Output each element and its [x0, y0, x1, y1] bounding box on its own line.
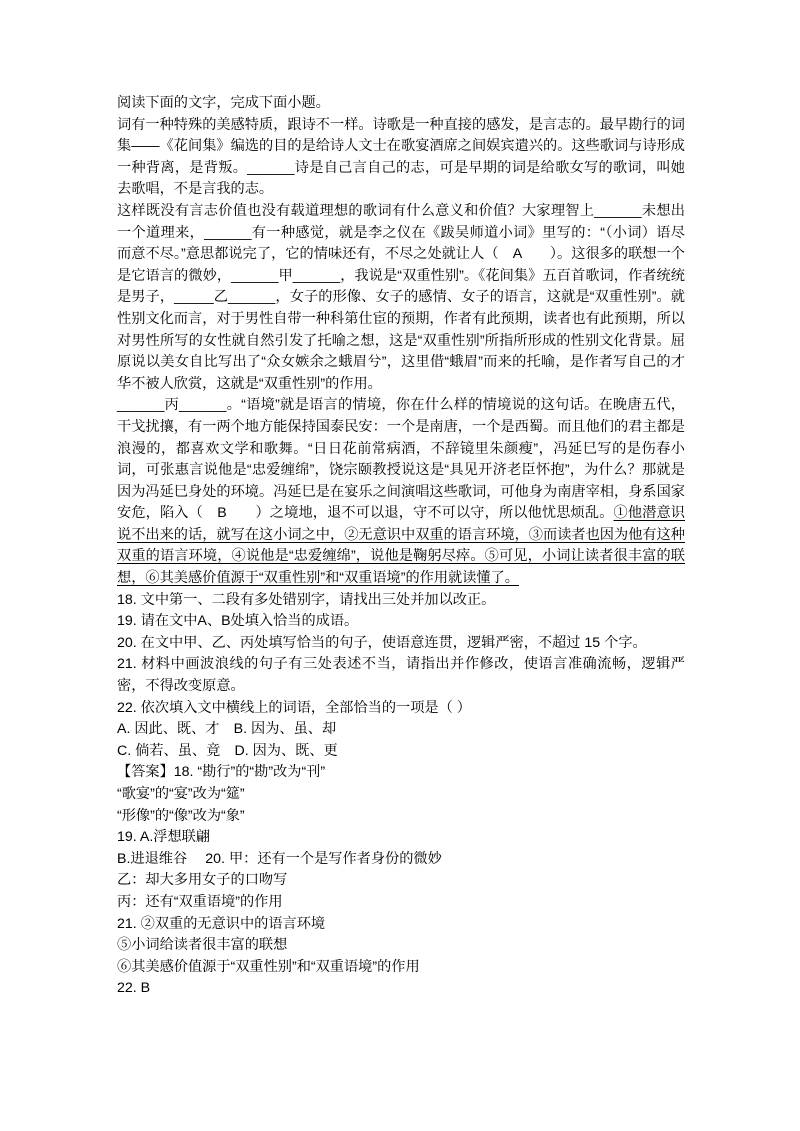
- answer-20-yi: 乙：却大多用女子的口吻写: [117, 872, 288, 889]
- answer-21-line-1: 21. ②双重的无意识中的语言环境: [117, 915, 326, 932]
- passage-paragraph-1: 词有一种特殊的美感特质，跟诗不一样。诗歌是一种直接的感发，是言志的。最早勘行的词集——《花间集》编选的目的是给诗人文士在歌宴酒席之间娱宾遣兴的。这些歌词与诗形成一种背离，是背叛。______诗是自己言自己的志，可是早期的词是给歌女写的歌词，叫她去歌唱，不是言我的志。: [117, 116, 685, 198]
- answer-18-line-3: “形像”的“像”改为“象”: [117, 807, 245, 824]
- answer-18-line-2: “歌宴”的“宴”改为“筵”: [117, 786, 245, 802]
- reading-instruction: 阅读下面的文字，完成下面小题。: [117, 95, 330, 111]
- exam-content: [117, 93, 685, 1000]
- question-20: 20. 在文中甲、乙、丙处填写恰当的句子，使语意连贯，逻辑严密，不超过 15 个字。: [117, 634, 647, 651]
- answer-19-a: 19. A.浮想联翩: [117, 829, 211, 846]
- question-22-options-ab: A. 因此、既、才 B. 因为、虽、却: [117, 721, 337, 738]
- question-18: 18. 文中第一、二段有多处错别字，请找出三处并加以改正。: [117, 591, 496, 608]
- passage-paragraph-2: 这样既没有言志价值也没有载道理想的歌词有什么意义和价值？大家理智上______未想出一个道理来，______有一种感觉，就是李之仪在《跋吴师道小词》里写的：“（小词）语尽而意不尽。”意思都说完了，它的情味还有，不尽之处就让人（ A ）。这很多的联想一个是它语言的微妙，______甲______，我说是“双重性别”。《花间集》五百首歌词，作者统统是男子，_____乙______，女子的形像、女子的感情、女子的语言，这就是“双重性别”。就性别文化而言，对于男性自带一种科第仕宦的预期，作者有此预期，读者也有此预期，所以对男性所写的女性就自然引发了托喻之想，这是“双重性别”所指所形成的性别文化背景。屈原说以美女自比写出了“众女嫉余之蛾眉兮”，这里借“蛾眉”而来的托喻，是作者写自己的才华不被人欣赏，这就是“双重性别”的作用。: [117, 202, 685, 392]
- question-22: 22. 依次填入文中横线上的词语，全部恰当的一项是（ ）: [117, 699, 471, 716]
- passage-paragraph-3-underlined-sentences: ①他潜意识说不出来的话，就写在这小词之中，②无意识中双重的语言环境，③而读者也因为他有这种双重的语言环境，④说他是“忠爱缠绵”，说他是鞠躬尽瘁。⑤可见，小词让读者很丰富的联想，⑥其美感价值源于“双重性别”和“双重语境”的作用就读懂了。: [117, 505, 685, 587]
- answer-18-line-1: 【答案】18. “勘行”的“勘”改为“刊”: [117, 764, 326, 781]
- answer-19-b-and-20-jia: B.进退维谷 20. 甲：还有一个是写作者身份的微妙: [117, 850, 442, 867]
- answer-21-line-3: ⑥其美感价值源于“双重性别”和“双重语境”的作用: [117, 958, 420, 975]
- passage-paragraph-3-lead: ______丙______。“语境”就是语言的情境，你在什么样的情境说的这句话。在晚唐五代，干戈扰攘，有一两个地方能保持国泰民安：一个是南唐，一个是西蜀。而且他们的君主都是浪漫的，都喜欢文学和歌舞。“日日花前常病酒，不辞镜里朱颜瘦”，冯延巳写的是伤春小词，可张惠言说他是“忠爱缠绵”，饶宗颐教授说这是“具见开济老臣怀抱”，为什么？那就是因为冯延巳身处的环境。冯延巳是在宴乐之间演唱这些歌词，可他身为南唐宰相，身系国家安危，陷入（ B ）之境地，退不可以退，守不可以守，所以他忧思烦乱。: [117, 397, 685, 522]
- answer-20-bing: 丙：还有“双重语境”的作用: [117, 893, 283, 910]
- question-19: 19. 请在文中A、B处填入恰当的成语。: [117, 613, 359, 630]
- question-22-options-cd: C. 倘若、虽、竟 D. 因为、既、更: [117, 742, 338, 759]
- answer-21-line-2: ⑤小词给读者很丰富的联想: [117, 937, 288, 954]
- answer-22: 22. B: [117, 980, 151, 997]
- question-21: 21. 材料中画波浪线的句子有三处表述不当，请指出并作修改，使语言准确流畅，逻辑严密，不得改变原意。: [117, 656, 685, 695]
- passage-paragraph-3: [117, 395, 685, 589]
